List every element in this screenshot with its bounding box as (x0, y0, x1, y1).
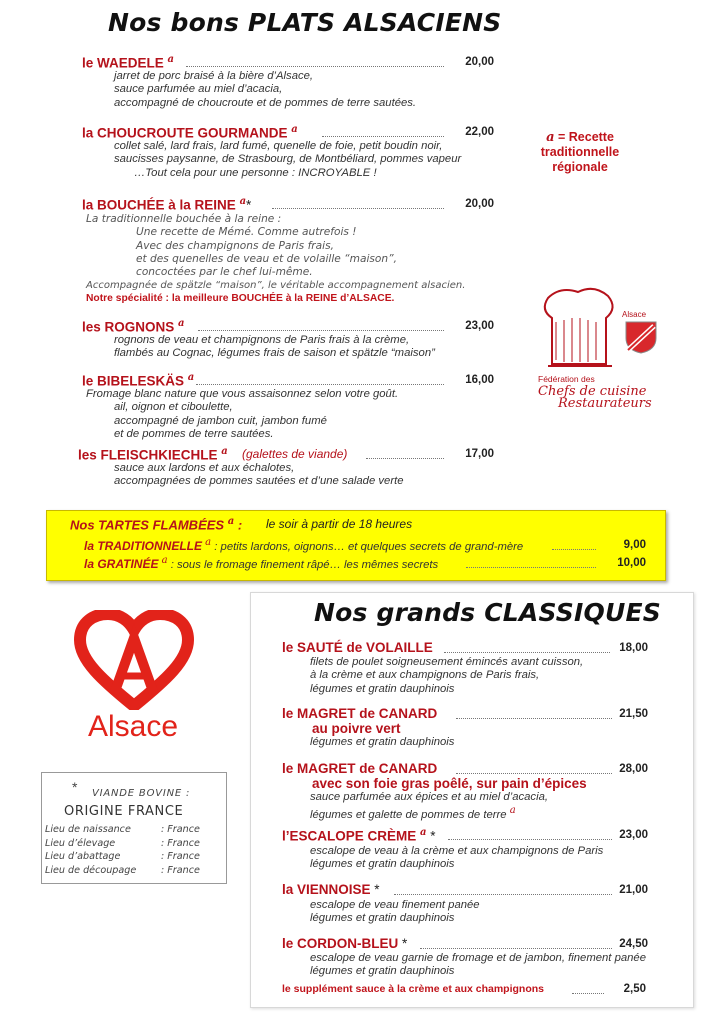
legend-line: régionale (552, 160, 608, 174)
tarte-name: la GRATINÉE (84, 556, 159, 571)
desc-line: concoctées par le chef lui-même. (136, 266, 313, 279)
tartes-note: le soir à partir de 18 heures (266, 517, 413, 531)
dish-name: la VIENNOISE (282, 882, 371, 897)
tarte-gratinee-price: 10,00 (617, 557, 646, 569)
desc-line: accompagné de choucroute et de pommes de terre sautées. (114, 96, 417, 109)
chefs-logo-region: Alsace (622, 310, 647, 319)
dish-rognons-price: 23,00 (465, 320, 494, 332)
tartes-colon: : (237, 517, 243, 533)
desc-line: légumes et gratin dauphinois (310, 965, 455, 978)
dish-magret-poivre-price: 21,50 (619, 708, 648, 720)
viande-row (45, 823, 200, 837)
regional-mark: a (291, 124, 298, 135)
desc-line: saucisses paysanne, de Strasbourg, de Montbéliard, pommes vapeur (114, 153, 462, 166)
dish-fleischkiechle-desc (114, 462, 404, 489)
section-title-alsaciens: Nos bons PLATS ALSACIENS (108, 8, 502, 37)
regional-mark: a (239, 196, 247, 207)
viande-row-label: Lieu d’abattage (45, 851, 121, 863)
desc-line: Une recette de Mémé. Comme autrefois ! (136, 226, 357, 239)
tartes-title (70, 516, 242, 532)
viande-row (45, 837, 200, 851)
dish-name: les FLEISCHKIECHLE (78, 447, 218, 463)
regional-mark: a (161, 555, 168, 566)
dish-bibeleskas-name (82, 372, 194, 389)
regional-mark: a (178, 318, 185, 329)
tarte-desc: : sous le fromage finement râpé… les mêmes secrets (170, 558, 439, 571)
dish-fleischkiechle-price: 17,00 (465, 448, 494, 460)
regional-mark: a (227, 516, 235, 527)
dish-magret-foiegras-name: le MAGRET de CANARD (282, 761, 438, 776)
dish-saute-desc (310, 656, 583, 696)
dish-viennoise-name (282, 882, 380, 897)
dish-magret-poivre-name: le MAGRET de CANARD (282, 706, 438, 721)
desc-line: légumes et gratin dauphinois (310, 736, 455, 748)
desc-line: collet salé, lard frais, lard fumé, quenelle de foie, petit boudin noir, (114, 140, 443, 152)
desc-line: La traditionnelle bouchée à la reine : (86, 213, 282, 225)
alsace-brand-logo (74, 610, 194, 750)
regional-mark: a (205, 537, 212, 548)
dish-magret-foiegras-sub: avec son foie gras poêlé, sur pain d’épices (312, 776, 587, 791)
dish-name: l’ESCALOPE CRÈME (282, 828, 417, 844)
chefs-federation-logo (528, 282, 668, 417)
dish-cordonbleu-name (282, 936, 407, 951)
fleischkiechle-note: (galettes de viande) (242, 447, 348, 461)
dish-cordonbleu-desc (310, 952, 646, 979)
desc-line: sauce aux lardons et aux échalotes, (114, 462, 295, 474)
desc-line: légumes et gratin dauphinois (310, 682, 455, 695)
viande-row-value: : France (161, 851, 200, 863)
desc-line: ail, oignon et ciboulette, (114, 401, 233, 414)
dish-fleischkiechle-name (78, 446, 228, 463)
alsace-heart-icon (74, 610, 194, 710)
dish-cordonbleu-price: 24,50 (619, 938, 648, 950)
viande-row (45, 864, 200, 878)
leader-dots (366, 458, 444, 459)
dish-rognons-name (82, 318, 185, 335)
tarte-desc: : petits lardons, oignons… et quelques secrets de grand-mère (214, 540, 524, 553)
desc-line: …Tout cela pour une personne : INCROYABLE ! (134, 166, 377, 179)
alsace-logo-label: Alsace (88, 710, 179, 743)
desc-line: flambés au Cognac, légumes frais de saison et spätzle “maison” (114, 347, 435, 360)
dish-magret-foiegras-desc (310, 791, 548, 823)
dish-magret-poivre-sub: au poivre vert (312, 721, 401, 736)
viande-row-value: : France (161, 824, 200, 835)
dish-choucroute-price: 22,00 (465, 126, 494, 138)
desc-line: filets de poulet soigneusement émincés avant cuisson, (310, 656, 584, 668)
desc-line: légumes et gratin dauphinois (310, 858, 455, 871)
dish-viennoise-price: 21,00 (619, 884, 648, 896)
leader-dots (186, 66, 444, 67)
dish-bibeleskas-desc (86, 388, 398, 442)
dish-escalope-price: 23,00 (619, 829, 648, 841)
desc-line: sauce parfumée au miel d’acacia, (114, 83, 283, 96)
dish-name: le BIBELESKÄS (82, 373, 185, 389)
dish-bouchee-price: 20,00 (465, 198, 494, 210)
dish-magret-poivre-desc (310, 736, 454, 749)
legend-line: = Recette (557, 130, 614, 144)
leader-dots (420, 948, 612, 949)
desc-line: escalope de veau finement panée (310, 899, 480, 911)
chefs-logo-line2: Chefs de cuisine (538, 384, 647, 399)
viande-row-label: Lieu d’élevage (45, 837, 116, 849)
alsace-coat-of-arms-icon (624, 320, 658, 354)
desc-line: Fromage blanc nature que vous assaisonnez selon votre goût. (86, 388, 399, 400)
viande-row-label: Lieu de découpage (45, 864, 137, 876)
dish-saute-price: 18,00 (619, 642, 648, 654)
dish-escalope-desc (310, 845, 603, 872)
dish-name: le WAEDELE (82, 55, 164, 71)
viande-origin: ORIGINE FRANCE (64, 804, 184, 819)
tarte-traditionnelle-price: 9,00 (623, 539, 646, 551)
legend-line: traditionnelle (540, 145, 620, 159)
chefs-logo-line3: Restaurateurs (558, 396, 652, 411)
chefs-logo-line1: Fédération des (538, 374, 595, 384)
leader-dots (444, 652, 610, 653)
viande-row-value: : France (161, 837, 200, 849)
origin-star: * (374, 882, 380, 897)
tarte-name: la TRADITIONNELLE (84, 538, 203, 553)
leader-dots (272, 208, 444, 209)
tarte-gratinee (84, 555, 438, 571)
regional-mark: a (167, 54, 175, 65)
leader-dots (466, 567, 596, 568)
desc-line: accompagnées de pommes sautées et d’une salade verte (114, 475, 404, 488)
dish-escalope-name (282, 827, 436, 844)
section-title-classiques: Nos grands CLASSIQUES (314, 598, 661, 627)
desc-line: et des quenelles de veau et de volaille “maison”, (136, 252, 397, 265)
desc-line: Accompagnée de spätzle “maison”, le véritable accompagnement alsacien. (86, 280, 466, 292)
regional-mark: a (546, 130, 555, 145)
regional-mark: a (420, 827, 427, 838)
regional-mark: a (509, 805, 516, 817)
regional-mark: a (187, 372, 195, 383)
dish-magret-foiegras-price: 28,00 (619, 763, 648, 775)
desc-line: sauce parfumée aux épices et au miel d’acacia, (310, 791, 548, 803)
dish-name: la CHOUCROUTE GOURMANDE (82, 125, 288, 141)
dish-bouchee-name (82, 196, 251, 213)
desc-line: rognons de veau et champignons de Paris frais à la crème, (114, 334, 410, 346)
desc-line: légumes et gratin dauphinois (310, 912, 455, 925)
dish-waedele-price: 20,00 (465, 56, 494, 68)
dish-choucroute-desc (114, 140, 461, 180)
viande-rows (45, 823, 200, 877)
dish-viennoise-desc (310, 899, 480, 926)
desc-line: et de pommes de terre sautées. (114, 428, 274, 441)
regional-mark: a (221, 446, 228, 457)
viande-row-label: Lieu de naissance (45, 824, 131, 835)
leader-dots (198, 330, 444, 331)
viande-row-value: : France (161, 864, 200, 876)
desc-line: légumes et galette de pommes de terre (310, 809, 507, 822)
leader-dots (322, 136, 444, 137)
origin-star: * (430, 828, 436, 844)
dish-waedele-name (82, 54, 174, 71)
leader-dots (196, 384, 444, 385)
desc-line: escalope de veau à la crème et aux champignons de Paris (310, 845, 604, 857)
origin-star: * (246, 197, 252, 213)
dish-choucroute-name (82, 124, 298, 141)
leader-dots (394, 894, 612, 895)
dish-name: les ROGNONS (82, 319, 175, 335)
tartes-title-text: Nos TARTES FLAMBÉES (70, 517, 225, 533)
desc-line: escalope de veau garnie de fromage et de jambon, finement panée (310, 952, 646, 964)
viande-title: VIANDE BOVINE : (92, 788, 191, 799)
desc-line: Avec des champignons de Paris frais, (136, 239, 334, 252)
dish-waedele-desc (114, 70, 416, 110)
chef-hat-icon (534, 282, 624, 372)
desc-line: jarret de porc braisé à la bière d’Alsace, (114, 70, 314, 82)
dish-saute-name: le SAUTÉ de VOLAILLE (282, 640, 433, 655)
dish-name: la BOUCHÉE à la REINE (82, 197, 236, 213)
supplement-label: le supplément sauce à la crème et aux champignons (282, 983, 545, 995)
desc-line: à la crème et aux champignons de Paris frais, (310, 669, 540, 682)
viande-row (45, 850, 200, 864)
dish-bouchee-desc (86, 213, 465, 293)
desc-line: accompagné de jambon cuit, jambon fumé (114, 414, 327, 427)
regional-legend (520, 130, 640, 175)
dish-rognons-desc (114, 334, 435, 361)
bouchee-speciality: Notre spécialité : la meilleure BOUCHÉE à la REINE d’ALSACE. (86, 293, 395, 304)
origin-star: * (402, 936, 408, 951)
supplement-price: 2,50 (623, 983, 646, 995)
tarte-traditionnelle (84, 537, 523, 553)
dish-name: le CORDON-BLEU (282, 936, 399, 951)
viande-star: * (72, 779, 78, 795)
dish-bibeleskas-price: 16,00 (465, 374, 494, 386)
